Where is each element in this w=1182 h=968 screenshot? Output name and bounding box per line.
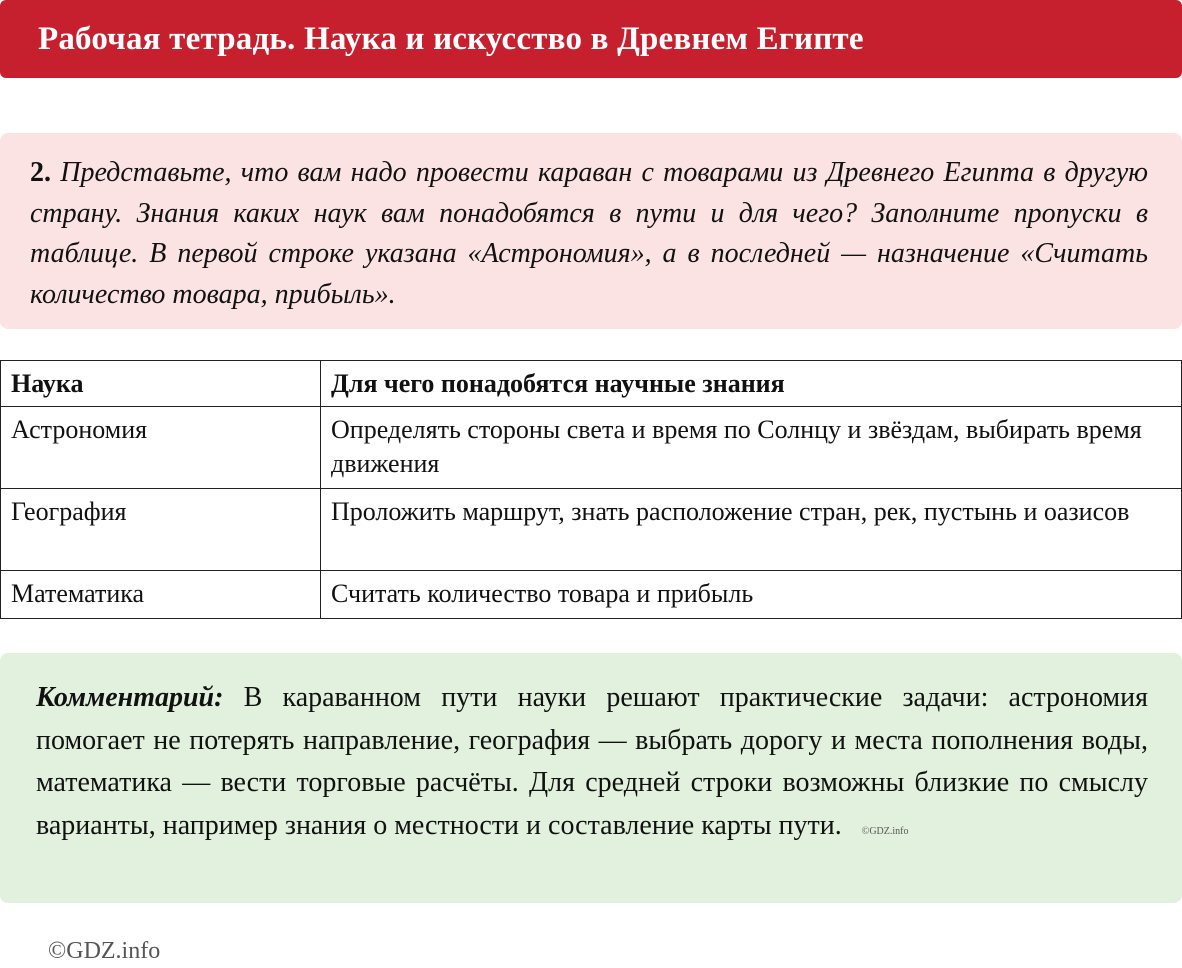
header-purpose: Для чего понадобятся научные знания (321, 361, 1182, 407)
table-header-row (1, 361, 1182, 407)
footer-copyright: ©GDZ.info (48, 938, 161, 964)
cell-science: Математика (1, 571, 321, 619)
cell-purpose: Проложить маршрут, знать расположение стран, рек, пустынь и оазисов (321, 489, 1182, 571)
task-text: Представьте, что вам надо провести караван с товарами из Древнего Египта в другую страну. Знания каких наук вам понадобятся в пути и для чего? Заполните пропуски в таблице. В первой строке указана «Астрономия», а в последней — назначение «Считать количество товара, прибыль». (30, 157, 1148, 310)
comment-paragraph (36, 677, 1148, 853)
title-bar (0, 0, 1182, 78)
comment-watermark: ©GDZ.info (861, 825, 909, 837)
cell-purpose: Определять стороны света и время по Солнцу и звёздам, выбирать время движения (321, 407, 1182, 489)
page-title: Рабочая тетрадь. Наука и искусство в Древнем Египте (38, 20, 864, 57)
table-row (1, 489, 1182, 571)
comment-box (0, 653, 1182, 903)
task-number: 2. (30, 157, 51, 188)
cell-purpose: Считать количество товара и прибыль (321, 571, 1182, 619)
table-row (1, 571, 1182, 619)
cell-science: География (1, 489, 321, 571)
task-box (0, 133, 1182, 329)
science-table (0, 360, 1182, 619)
header-science: Наука (1, 361, 321, 407)
cell-science: Астрономия (1, 407, 321, 489)
table-row (1, 407, 1182, 489)
task-paragraph (30, 153, 1148, 315)
comment-label: Комментарий: (36, 682, 224, 713)
comment-text: В караванном пути науки решают практические задачи: астрономия помогает не потерять направление, география — выбрать дорогу и места пополнения воды, математика — вести торговые расчёты. Для средней строки возможны близкие по смыслу варианты, например знания о местности и составление карты пути. (36, 682, 1149, 841)
